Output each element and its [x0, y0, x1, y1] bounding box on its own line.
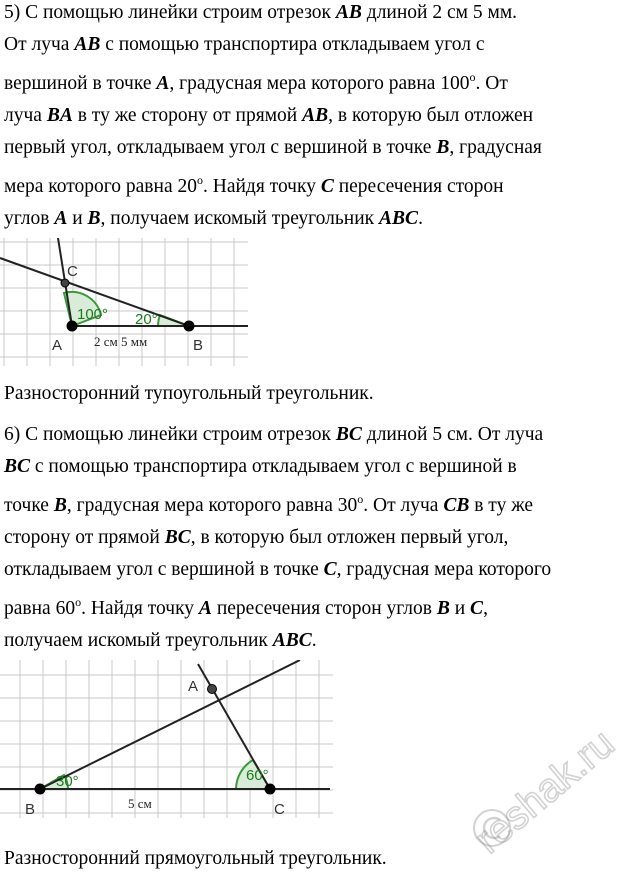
math-variable: C: [320, 176, 334, 197]
text-run: в ту же сторону от прямой: [72, 105, 303, 126]
grid-6: [0, 660, 333, 818]
math-variable: CB: [443, 495, 470, 516]
math-variable: AB: [74, 34, 101, 55]
text-run: .: [311, 630, 317, 651]
math-variable: C: [470, 598, 484, 619]
problem5-line-7: [4, 203, 632, 235]
problem5-line-2: [4, 29, 632, 61]
math-variable: ABC: [379, 208, 419, 229]
label-side-ab: 2 см 5 мм: [94, 334, 148, 349]
text-run: , получаем искомый треугольник: [100, 208, 380, 229]
degree-superscript: o: [196, 173, 203, 187]
problem6-line-4: [4, 522, 632, 554]
text-run: 5) С помощью линейки строим отрезок: [4, 2, 336, 23]
text-run: сторону от прямой: [4, 527, 165, 548]
problem-6-text: [4, 419, 632, 657]
text-run: луча: [4, 105, 47, 126]
problem6-line-6: [4, 586, 632, 625]
text-run: 6) С помощью линейки строим отрезок: [4, 424, 336, 445]
point-c-dot: [61, 279, 69, 287]
math-variable: BC: [164, 527, 191, 548]
label-side-bc: 5 см: [128, 796, 152, 811]
text-run: . Найдя точку: [202, 176, 321, 197]
text-run: получаем искомый треугольник: [4, 630, 273, 651]
text-run: длиной 2 см 5 мм.: [361, 2, 518, 23]
text-run: . Найдя точку: [81, 598, 199, 619]
problem5-line-6: [4, 164, 632, 203]
math-variable: B: [87, 208, 101, 229]
text-run: откладываем угол с вершиной в точке: [4, 559, 324, 580]
text-run: с помощью транспортира откладываем угол с вершиной в: [30, 456, 517, 477]
math-variable: ABC: [272, 630, 312, 651]
text-run: , градусная мера которого равна 30: [66, 495, 358, 516]
math-variable: B: [53, 495, 67, 516]
problem5-line-5: [4, 132, 632, 164]
text-run: точке: [4, 495, 54, 516]
text-run: равна 60: [4, 598, 76, 619]
text-run: . От луча: [363, 495, 444, 516]
math-variable: C: [323, 559, 337, 580]
text-run: , градусная: [449, 137, 542, 158]
text-run: с помощью транспортира откладываем угол с: [100, 34, 485, 55]
point-b-dot: [184, 321, 195, 332]
text-run: мера которого равна 20: [4, 176, 197, 197]
degree-superscript: o: [357, 492, 364, 506]
problem5-line-3: [4, 61, 632, 100]
label-angle-b: 30°: [56, 773, 79, 790]
label-angle-b: 20°: [135, 311, 158, 328]
watermark-text: reshak.ru: [466, 721, 623, 862]
text-run: , градусная мера которого равна 100: [169, 73, 470, 94]
problem6-line-2: [4, 451, 632, 483]
label-c: C: [67, 263, 78, 280]
degree-superscript: o: [469, 70, 476, 84]
problem-5-caption: Разносторонний тупоугольный треугольник.: [4, 383, 374, 404]
math-variable: A: [156, 73, 170, 94]
label-angle-a: 100°: [77, 306, 109, 323]
text-run: длиной 5 см. От луча: [361, 424, 544, 445]
math-variable: B: [436, 598, 450, 619]
problem6-line-1: [4, 419, 632, 451]
math-variable: A: [198, 598, 212, 619]
point-a-dot: [67, 321, 78, 332]
problem6-line-5: [4, 554, 632, 586]
math-variable: BC: [335, 424, 362, 445]
text-run: углов: [4, 208, 55, 229]
label-a: A: [188, 678, 199, 695]
problem6-line-7: [4, 625, 632, 657]
text-run: и: [449, 598, 471, 619]
text-run: в ту же: [469, 495, 534, 516]
point-b-dot: [35, 784, 46, 795]
problem6-line-3: [4, 483, 632, 522]
text-run: От луча: [4, 34, 75, 55]
problem5-line-1: [4, 0, 632, 29]
label-c: C: [274, 801, 285, 818]
text-run: . От: [475, 73, 508, 94]
degree-superscript: o: [75, 595, 82, 609]
point-c-dot: [265, 784, 276, 795]
text-run: пересечения сторон: [333, 176, 504, 197]
text-run: , в которую был отложен первый угол,: [190, 527, 509, 548]
math-variable: B: [436, 137, 450, 158]
point-a-dot: [208, 685, 217, 694]
label-b: B: [25, 801, 36, 818]
text-run: .: [418, 208, 423, 229]
text-run: первый угол, откладываем угол с вершиной в точке: [4, 137, 437, 158]
math-variable: BC: [4, 456, 31, 477]
text-run: и: [67, 208, 88, 229]
text-run: ,: [483, 598, 488, 619]
math-variable: BA: [46, 105, 73, 126]
text-run: пересечения сторон углов: [211, 598, 437, 619]
reshak-watermark: [434, 706, 634, 874]
label-b: B: [193, 337, 204, 354]
figure-6-triangle: [0, 660, 335, 820]
math-variable: AB: [335, 2, 362, 23]
math-variable: A: [54, 208, 68, 229]
text-run: , в которую был отложен: [328, 105, 534, 126]
figure-5-triangle: [0, 238, 250, 368]
text-run: , градусная мера которого: [336, 559, 552, 580]
problem-6-caption: Разносторонний прямоугольный треугольник.: [4, 848, 387, 869]
problem5-line-4: [4, 100, 632, 132]
math-variable: AB: [302, 105, 329, 126]
problem-5-text: [4, 0, 632, 235]
text-run: вершиной в точке: [4, 73, 157, 94]
label-angle-c: 60°: [246, 767, 269, 784]
label-a: A: [52, 337, 63, 354]
